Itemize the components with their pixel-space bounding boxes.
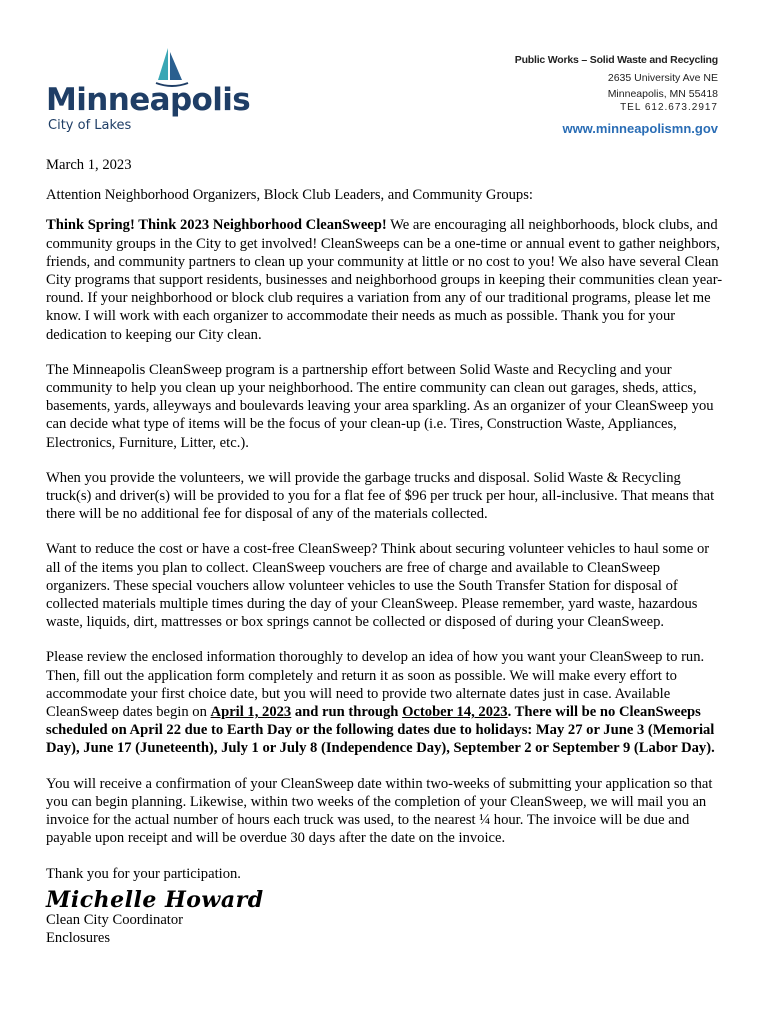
paragraph-fees: When you provide the volunteers, we will provide the garbage trucks and disposal. Solid Waste & Recycling truck(s) and driver(s) will be provided to you for a flat fee of $96 per truck per hour, all-inclusive. That means that there will be no additional fee for disposal of any of the materials collected. — [46, 469, 715, 523]
paragraph-dates — [46, 648, 726, 757]
intro-headline: Think Spring! Think 2023 Neighborhood CleanSweep! — [46, 217, 387, 234]
letter-body — [46, 156, 726, 947]
paragraph-program: The Minneapolis CleanSweep program is a partnership effort between Solid Waste and Recycling and your community to help you clean up your neighborhood. The entire community can clean out garages, sheds, attics, basements, yards, alleyways and boulevards leaving your area sparkling. As an organizer of your CleanSweep you can decide what type of items will be the focus of your clean-up (i.e. Tires, Construction Waste, Appliances, Electronics, Furniture, Litter, etc.). — [46, 361, 714, 451]
website-link[interactable]: www.minneapolismn.gov — [562, 121, 718, 136]
dates-text-b: and run through — [291, 704, 403, 721]
street-address: 2635 University Ave NE — [607, 72, 718, 84]
salutation: Attention Neighborhood Organizers, Block Club Leaders, and Community Groups: — [46, 187, 533, 204]
intro-text: We are encouraging all neighborhoods, block clubs, and community groups in the City to get involved! CleanSweeps can be a one-time or annual event to gather neighbors, friends, and community partners to clean up your community at little or no cost to you! We also have several Clean City programs that support residents, businesses and neighborhood groups in keeping their communities clean year-round. If your neighborhood or block club requires a variation from any of our traditional programs, please let me know. I will work with each organizer to accommodate their needs as much as possible. Thank you for your dedication to keeping our City clean. — [46, 217, 723, 343]
closing-line: Thank you for your participation. — [46, 865, 241, 882]
end-date: October 14, 2023 — [402, 704, 508, 721]
paragraph-intro — [46, 216, 726, 343]
signature-block — [46, 886, 726, 947]
department-name: Public Works – Solid Waste and Recycling — [514, 54, 718, 66]
letter-date: March 1, 2023 — [46, 157, 132, 173]
signature: Michelle Howard — [46, 886, 264, 913]
paragraph-confirmation: You will receive a confirmation of your CleanSweep date within two-weeks of submitting your application so that you can begin planning. Likewise, within two weeks of the completion of your CleanSweep, we will mail you an invoice for the actual number of hours each truck was used, to the nearest ¼ hour. The invoice will be due and payable upon receipt and will be overdue 30 days after the date on the invoice. — [46, 775, 713, 847]
letterhead-address — [515, 54, 718, 136]
start-date: April 1, 2023 — [210, 704, 292, 721]
holiday-exclusions: . There will be no CleanSweeps scheduled on April 22 due to Earth Day or the following dates due to holidays: May 27 or June 3 (Memorial Day), June 17 (Juneteenth), July 1 or July 8 (Independence Day), September 2 or September 9 (Labor Day). — [46, 704, 715, 757]
enclosures-note: Enclosures — [46, 929, 111, 946]
city-state-zip: Minneapolis, MN 55418 — [607, 88, 718, 100]
paragraph-vouchers: Want to reduce the cost or have a cost-free CleanSweep? Think about securing volunteer vehicles to haul some or all of the items you plan to collect. CleanSweep vouchers are free of charge and available to CleanSweep organizers. These special vouchers allow volunteer vehicles to use the South Transfer Station for disposal of collected materials multiple times during the day of your CleanSweep. Please remember, yard waste, hazardous waste, liquids, dirt, mattresses or box springs cannot be collected or disposed of during your CleanSweep. — [46, 541, 710, 631]
minneapolis-logo — [44, 46, 251, 136]
logo-tagline: City of Lakes — [48, 118, 132, 133]
logo-wordmark: Minneapolis — [46, 82, 251, 118]
dates-text-a: Please review the enclosed information thoroughly to develop an idea of how you want your CleanSweep to run. Then, fill out the application form completely and return it as soon as possible. We will make every effort to accommodate your first choice date, but you will need to provide two alternate dates just in case. Available CleanSweep dates begin on — [46, 649, 705, 721]
signer-title: Clean City Coordinator — [46, 911, 184, 928]
telephone: TEL 612.673.2917 — [620, 102, 718, 113]
